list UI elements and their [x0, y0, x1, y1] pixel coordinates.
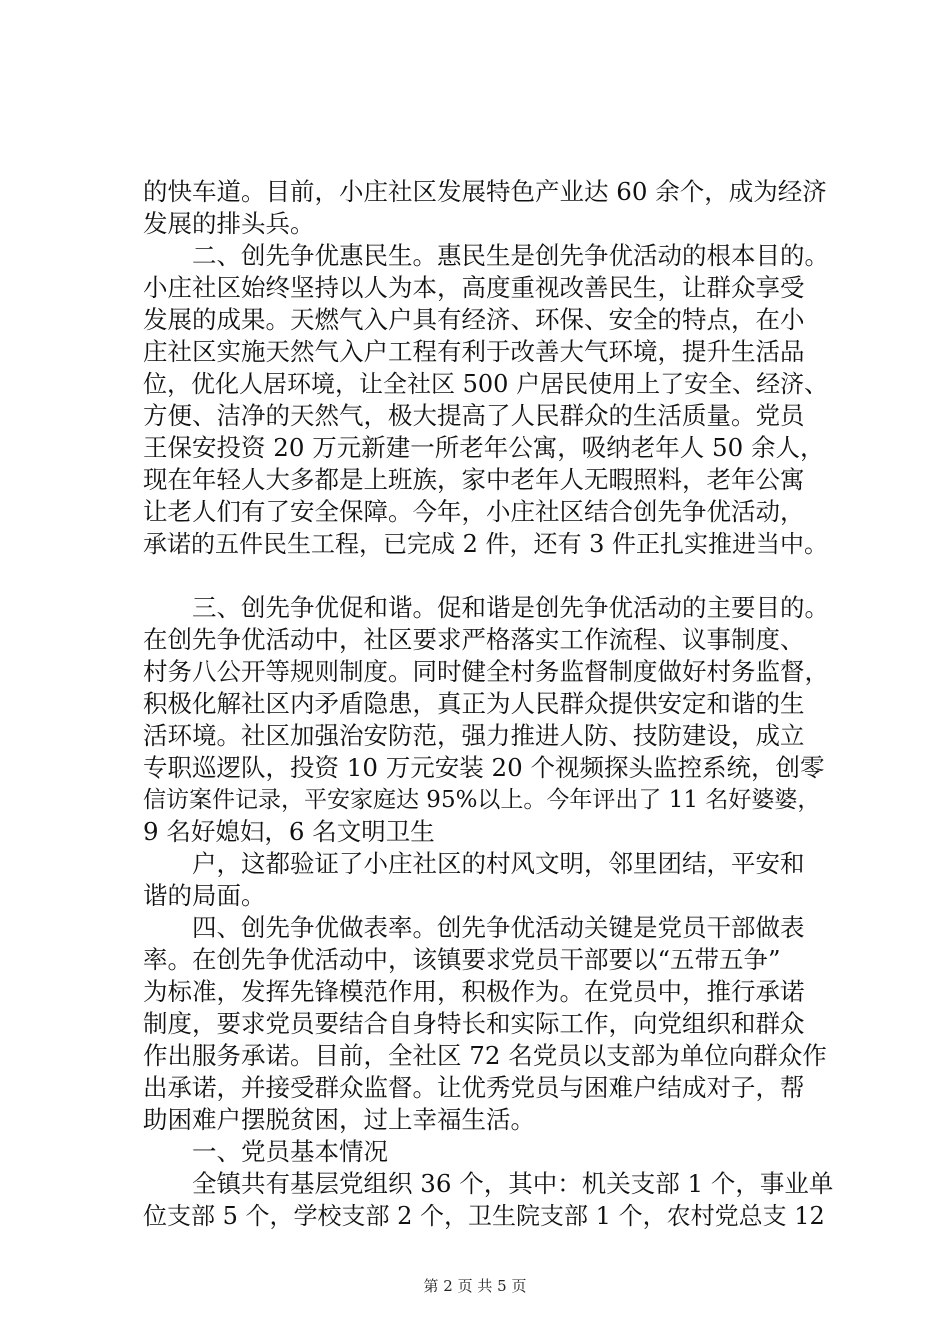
text-line: 出承诺，并接受群众监督。让优秀党员与困难户结成对子，帮 [143, 1073, 805, 1102]
text-line: 为标准，发挥先锋模范作用，积极作为。在党员中，推行承诺 [143, 977, 805, 1006]
text-line: 制度，要求党员要结合自身特长和实际工作，向党组织和群众 [143, 1009, 805, 1038]
text-line: 信访案件记录，平安家庭达 95%以上。今年评出了 11 名好婆婆， [143, 787, 821, 813]
text-line: 发展的成果。天燃气入户具有经济、环保、安全的特点，在小 [143, 305, 805, 334]
text-line: 承诺的五件民生工程，已完成 2 件，还有 3 件正扎实推进当中。 [143, 530, 829, 558]
text-line: 王保安投资 20 万元新建一所老年公寓，吸纳老年人 50 余人， [143, 433, 825, 462]
text-line: 村务八公开等规则制度。同时健全村务监督制度做好村务监督， [143, 657, 829, 686]
text-line: 二、创先争优惠民生。惠民生是创先争优活动的根本目的。 [143, 241, 829, 270]
text-line: 9 名好媳妇，6 名文明卫生 [143, 817, 435, 846]
text-line: 谐的局面。 [143, 881, 266, 910]
text-line: 发展的排头兵。 [143, 209, 315, 238]
text-line: 积极化解社区内矛盾隐患，真正为人民群众提供安定和谐的生 [143, 689, 805, 718]
text-line: 现在年轻人大多都是上班族，家中老年人无暇照料，老年公寓 [143, 465, 805, 494]
text-line: 率。在创先争优活动中，该镇要求党员干部要以“五带五争” [143, 945, 781, 974]
text-line: 的快车道。目前，小庄社区发展特色产业达 60 余个，成为经济 [143, 177, 827, 206]
text-line: 位支部 5 个，学校支部 2 个，卫生院支部 1 个，农村党总支 12 [143, 1202, 825, 1230]
text-line: 让老人们有了安全保障。今年，小庄社区结合创先争优活动， [143, 497, 805, 526]
text-line: 户，这都验证了小庄社区的村风文明，邻里团结，平安和 [143, 849, 805, 878]
text-line: 三、创先争优促和谐。促和谐是创先争优活动的主要目的。 [143, 593, 829, 622]
text-line: 专职巡逻队，投资 10 万元安装 20 个视频探头监控系统，创零 [143, 753, 825, 782]
text-line: 小庄社区始终坚持以人为本，高度重视改善民生，让群众享受 [143, 273, 805, 302]
text-line: 活环境。社区加强治安防范，强力推进人防、技防建设，成立 [143, 721, 805, 750]
text-line: 位，优化人居环境，让全社区 500 户居民使用上了安全、经济、 [143, 370, 829, 398]
text-line: 在创先争优活动中，社区要求严格落实工作流程、议事制度、 [143, 625, 805, 654]
text-line: 助困难户摆脱贫困，过上幸福生活。 [143, 1105, 535, 1134]
text-line: 作出服务承诺。目前，全社区 72 名党员以支部为单位向群众作 [143, 1041, 827, 1070]
text-line: 庄社区实施天然气入户工程有利于改善大气环境，提升生活品 [143, 337, 805, 366]
text-line: 全镇共有基层党组织 36 个，其中：机关支部 1 个，事业单 [143, 1169, 834, 1198]
text-line: 方便、洁净的天然气，极大提高了人民群众的生活质量。党员 [143, 401, 805, 430]
page-footer: 第 2 页 共 5 页 [423, 1277, 527, 1295]
text-line: 四、创先争优做表率。创先争优活动关键是党员干部做表 [143, 913, 805, 942]
text-line: 一、党员基本情况 [143, 1137, 388, 1166]
